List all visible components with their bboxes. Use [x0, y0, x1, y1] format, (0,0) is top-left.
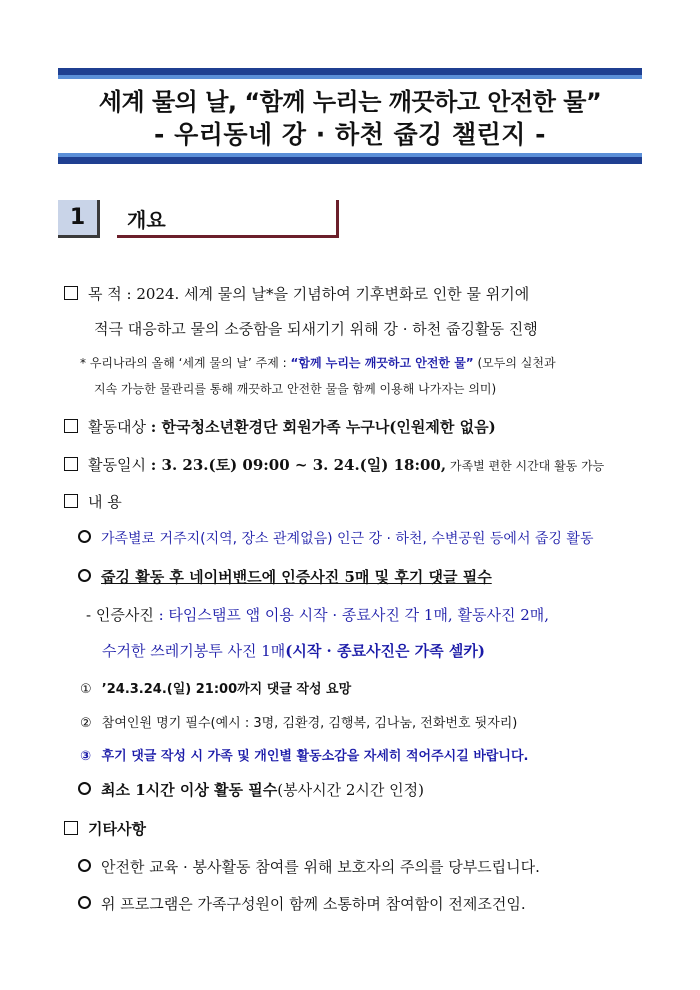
circle-bullet-icon [78, 859, 91, 872]
note-theme: “함께 누리는 깨끗하고 안전한 물” [290, 356, 474, 370]
content-bullet-2-text: 줍깅 활동 후 네이버밴드에 인증사진 5매 및 후기 댓글 필수 [101, 568, 492, 586]
note-text-a: 우리나라의 올해 ‘세계 물의 날’ 주제 : [89, 356, 291, 370]
purpose-note-cont: 지속 가능한 물관리를 통해 깨끗하고 안전한 물을 함께 이용해 나가자는 의미) [94, 382, 497, 396]
square-bullet-icon [64, 494, 78, 508]
purpose-row [64, 283, 529, 304]
section-heading [117, 200, 339, 238]
photo-row [86, 604, 549, 625]
content-bullet-1-text: 가족별로 거주지(지역, 장소 관계없음) 인근 강 · 하천, 수변공원 등에서 줍깅 활동 [101, 531, 594, 547]
note-star: * [80, 356, 86, 370]
circle-bullet-icon [78, 782, 91, 795]
item-1-number: ① [80, 682, 92, 697]
content-item-3 [80, 745, 529, 764]
item-2-text: 참여인원 명기 필수(예시 : 3명, 김환경, 김행복, 김나눔, 전화번호 뒷자리) [101, 716, 518, 731]
purpose-label: 목 적 [88, 285, 122, 303]
square-bullet-icon [64, 286, 78, 300]
document-subtitle: - 우리동네 강 · 하천 줍깅 챌린지 - [154, 120, 546, 149]
content-label: 내 용 [88, 493, 122, 511]
content-row [64, 491, 122, 512]
item-3-text: 후기 댓글 작성 시 가족 및 개인별 활동소감을 자세히 적어주시길 바랍니다. [101, 749, 529, 764]
content-bullet-1 [78, 528, 593, 548]
target-row [64, 416, 496, 437]
square-bullet-icon [64, 821, 78, 835]
circle-bullet-icon [78, 896, 91, 909]
target-text: : 한국청소년환경단 회원가족 누구나(인원제한 없음) [150, 418, 496, 436]
datetime-note: 가족별 편한 시간대 활동 가능 [446, 459, 605, 473]
title-top-bar [58, 68, 642, 75]
target-label: 활동대상 [88, 418, 146, 436]
note-text-c: (모두의 실천과 [473, 356, 556, 370]
photo-text-2a: 수거한 쓰레기봉투 사진 1매 [102, 642, 286, 660]
item-1-text: ’24.3.24.(일) 21:00까지 댓글 작성 요망 [101, 682, 352, 697]
etc-bullet-2-text: 위 프로그램은 가족구성원이 함께 소통하며 참여함이 전제조건임. [101, 895, 526, 913]
datetime-label: 활동일시 [88, 456, 146, 474]
etc-bullet-1-text: 안전한 교육 · 봉사활동 참여를 위해 보호자의 주의를 당부드립니다. [101, 858, 540, 876]
photo-text: : 타임스탬프 앱 이용 시작 · 종료사진 각 1매, 활동사진 2매, [153, 606, 549, 624]
purpose-note [80, 354, 556, 371]
etc-row [64, 818, 146, 839]
etc-bullet-1 [78, 856, 540, 877]
photo-text-2b: (시작 · 종료사진은 가족 셀카) [285, 642, 485, 660]
circle-bullet-icon [78, 530, 91, 543]
square-bullet-icon [64, 457, 78, 471]
etc-label: 기타사항 [88, 820, 146, 838]
section-number: 1 [58, 200, 100, 238]
title-banner [58, 68, 642, 164]
document-title: 세계 물의 날, “함께 누리는 깨끗하고 안전한 물” [98, 88, 602, 116]
purpose-text: : 2024. 세계 물의 날*을 기념하여 기후변화로 인한 물 위기에 [126, 285, 530, 303]
photo-label: 인증사진 [95, 606, 154, 624]
content-bullet-3-note: (봉사시간 2시간 인정) [277, 781, 424, 799]
square-bullet-icon [64, 419, 78, 433]
item-2-number: ② [80, 716, 92, 731]
content-bullet-3-text: 최소 1시간 이상 활동 필수 [101, 781, 278, 799]
purpose-text-cont: 적극 대응하고 물의 소중함을 되새기기 위해 강 · 하천 줍깅활동 진행 [94, 320, 538, 338]
datetime-row [64, 454, 604, 475]
content-item-2 [80, 712, 517, 731]
section-title: 개요 [127, 208, 166, 232]
content-bullet-3 [78, 779, 424, 800]
photo-row-cont [102, 640, 485, 661]
datetime-text: : 3. 23.(토) 09:00 ~ 3. 24.(일) 18:00, [150, 456, 447, 474]
content-item-1 [80, 678, 351, 697]
etc-bullet-2 [78, 893, 526, 914]
photo-dash: - [86, 606, 96, 624]
content-bullet-2 [78, 566, 492, 587]
circle-bullet-icon [78, 569, 91, 582]
title-top-accent-bar [58, 75, 642, 79]
title-bottom-bar [58, 157, 642, 164]
item-3-number: ③ [80, 749, 92, 764]
